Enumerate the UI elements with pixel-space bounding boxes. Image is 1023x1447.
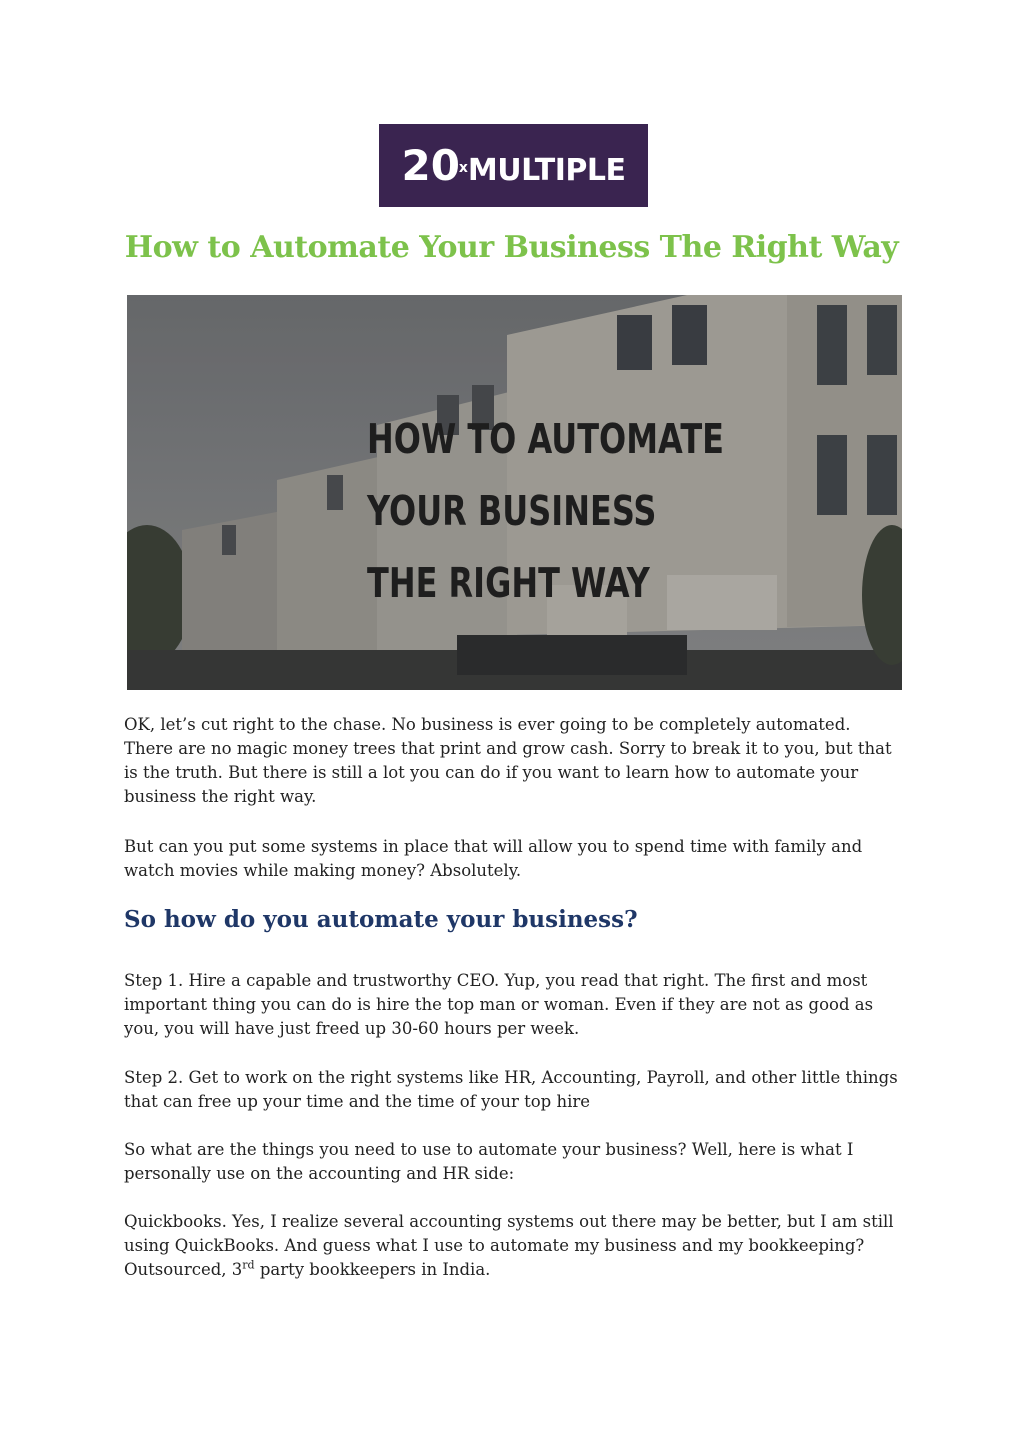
hero-caption-line-2: YOUR BUSINESS [367,487,657,535]
brand-logo [379,124,648,207]
hero-caption-line-3: THE RIGHT WAY [367,559,650,607]
hero-caption [367,403,724,619]
section-heading: So how do you automate your business? [124,906,638,933]
logo-wordmark [401,140,626,190]
logo-x-mark: x [458,159,468,176]
hero-caption-line-1: HOW TO AUTOMATE [367,415,724,463]
ordinal-suffix: rd [242,1258,255,1272]
logo-number [401,140,468,190]
document-title: How to Automate Your Business The Right Way [124,230,899,265]
hero-image [127,295,902,690]
logo-word: MULTIPLE [467,152,626,188]
quickbooks-text: Quickbooks. Yes, I realize several accounting systems out there may be better, but I am still using QuickBooks. And guess what I use to automate my business and my bookkeeping? Outsourced, 3 [124,1212,894,1279]
paragraph-systems: But can you put some systems in place that will allow you to spend time with family and watch movies while making money? Absolutely. [124,837,863,880]
logo-number-text: 20 [401,140,460,190]
paragraph-step-1: Step 1. Hire a capable and trustworthy CEO. Yup, you read that right. The first and most important thing you can do is hire the top man or woman. Even if they are not as good as you, you will have just freed up 30-60 hours per week. [124,971,874,1038]
paragraph-quickbooks [124,1210,904,1282]
paragraph-intro: OK, let’s cut right to the chase. No business is ever going to be completely automated. There are no magic money trees that print and grow cash. Sorry to break it to you, but that is the truth. But there is still a lot you can do if you want to learn how to automate your business the right way. [124,715,892,806]
quickbooks-text-end: party bookkeepers in India. [254,1260,491,1279]
paragraph-tools-intro: So what are the things you need to use to automate your business? Well, here is what I personally use on the accounting and HR side: [124,1140,854,1183]
paragraph-step-2: Step 2. Get to work on the right systems like HR, Accounting, Payroll, and other little things that can free up your time and the time of your top hire [124,1068,898,1111]
